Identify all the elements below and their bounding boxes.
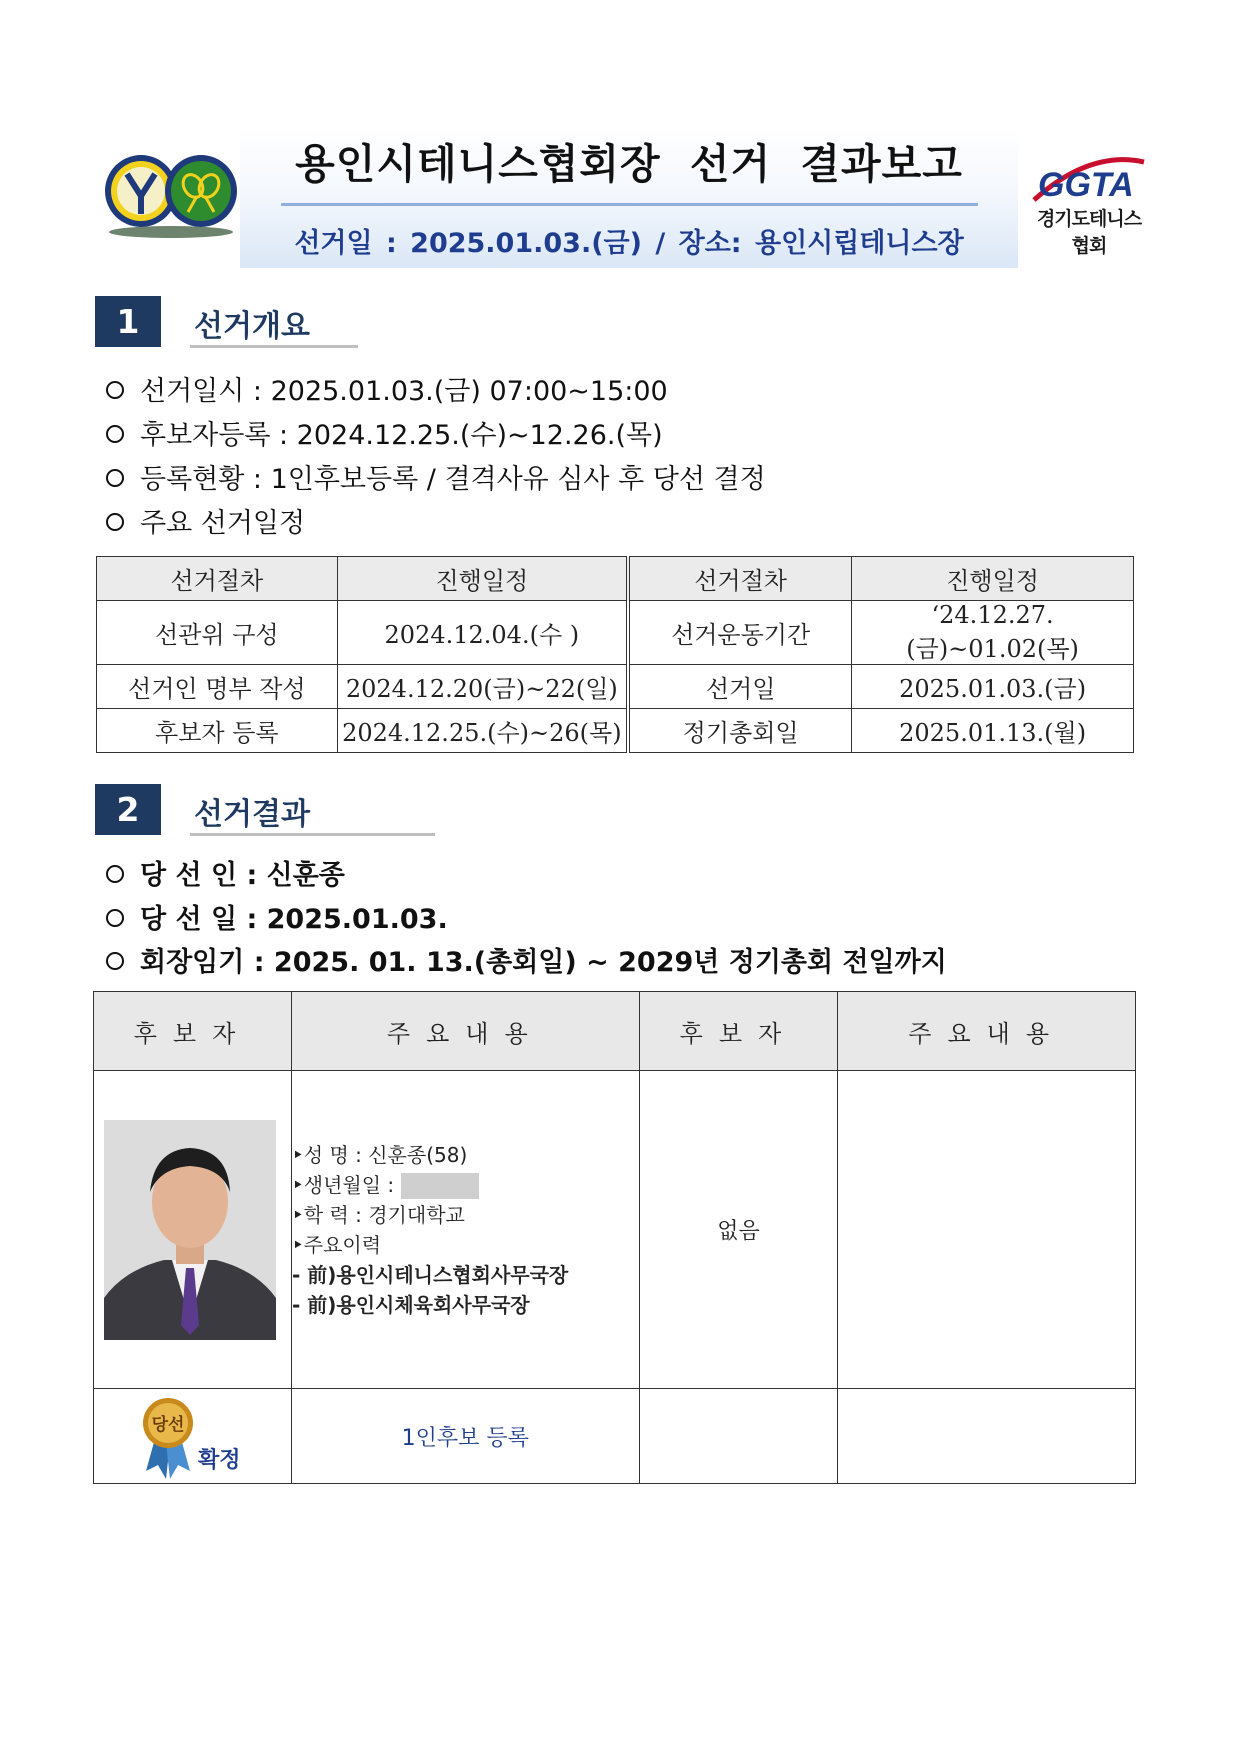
result-item: 당 선 일 : 2025.01.03. [106,897,448,936]
overview-item: 선거일시 : 2025.01.03.(금) 07:00~15:00 [106,369,668,408]
table-header-cell: 진행일정 [852,557,1134,601]
ggta-mark-text: GGTA [1038,166,1134,202]
table-cell: ‘24.12.27.(금)~01.02(목) [852,601,1134,665]
table-row [97,601,1134,665]
redacted-birthdate [401,1173,479,1199]
table-cell: 선거인 명부 작성 [97,665,338,709]
table-cell: 2024.12.25.(수)~26(목) [337,709,628,753]
section-2-underline [190,833,435,836]
candidate-birthdate: ‣생년월일 : [292,1170,639,1200]
result-item: 당 선 인 : 신훈종 [106,853,345,892]
candidate-name: ‣성 명 : 신훈종(58) [291,1142,468,1167]
ggta-logo-text: 경기도테니스협회 [1036,208,1142,257]
table-cell: 2024.12.20(금)~22(일) [337,665,628,709]
table-row [97,665,1134,709]
section-1-title: 선거개요 [194,309,310,344]
election-schedule-table [96,556,1134,753]
page-title: 용인시테니스협회장 선거 결과보고 [295,140,963,188]
circle-bullet-icon [106,909,124,927]
table-row [97,709,1134,753]
circle-bullet-icon [106,865,124,883]
election-result-table [93,991,1136,1484]
table-header-cell: 후보자 [639,992,838,1071]
career-item: - 前)용인시테니스협회사무국장 [291,1262,569,1287]
ggta-mark-icon [1030,154,1148,202]
candidate-photo [104,1120,276,1340]
overview-item: 주요 선거일정 [106,501,305,540]
candidate-details [291,1071,639,1389]
candidate-career-label: ‣주요이력 [291,1232,382,1257]
section-1-underline [190,345,358,348]
empty-cell [838,1389,1136,1484]
table-header-cell: 주요내용 [838,992,1136,1071]
table-cell: 정기총회일 [628,709,852,753]
table-cell: 선관위 구성 [97,601,338,665]
table-cell: 후보자 등록 [97,709,338,753]
circle-bullet-icon [106,513,124,531]
winner-medal-icon [140,1395,250,1481]
table-cell: 2024.12.04.(수 ) [337,601,628,665]
table-row [94,1389,1136,1484]
second-candidate-cell: 없음 [639,1071,838,1389]
circle-bullet-icon [106,469,124,487]
circle-bullet-icon [106,425,124,443]
ggta-logo [1030,154,1148,257]
election-date-place: 선거일 : 2025.01.03.(금) / 장소: 용인시립테니스장 [294,228,964,259]
empty-details-cell [838,1071,1136,1389]
table-header-row [97,557,1134,601]
overview-item: 등록현황 : 1인후보등록 / 결격사유 심사 후 당선 결정 [106,457,766,496]
table-header-cell: 선거절차 [97,557,338,601]
career-item: - 前)용인시체육회사무국장 [291,1292,530,1317]
empty-cell [639,1389,838,1484]
table-header-cell: 주요내용 [291,992,639,1071]
table-cell: 2025.01.13.(월) [852,709,1134,753]
circle-bullet-icon [106,381,124,399]
registration-note: 1인후보 등록 [291,1389,639,1484]
section-2-title: 선거결과 [194,797,310,832]
circle-bullet-icon [106,952,124,970]
section-2-number: 2 [95,784,161,835]
table-header-cell: 후보자 [94,992,292,1071]
winner-badge-cell [94,1389,292,1484]
candidate-education: ‣학 력 : 경기대학교 [291,1202,465,1227]
table-header-cell: 선거절차 [628,557,852,601]
table-cell: 선거일 [628,665,852,709]
table-row [94,1071,1136,1389]
confirm-text: 확정 [198,1448,241,1473]
section-1-number: 1 [95,296,161,347]
table-header-row [94,992,1136,1071]
result-item: 회장임기 : 2025. 01. 13.(총회일) ~ 2029년 정기총회 전일까지 [106,940,947,979]
table-cell: 2025.01.03.(금) [852,665,1134,709]
badge-text: 당선 [151,1415,185,1435]
overview-item: 후보자등록 : 2024.12.25.(수)~12.26.(목) [106,413,663,452]
title-divider [281,203,978,206]
candidate-photo-cell [94,1071,292,1389]
association-emblem-logo [104,148,238,240]
table-header-cell: 진행일정 [337,557,628,601]
table-cell: 선거운동기간 [628,601,852,665]
